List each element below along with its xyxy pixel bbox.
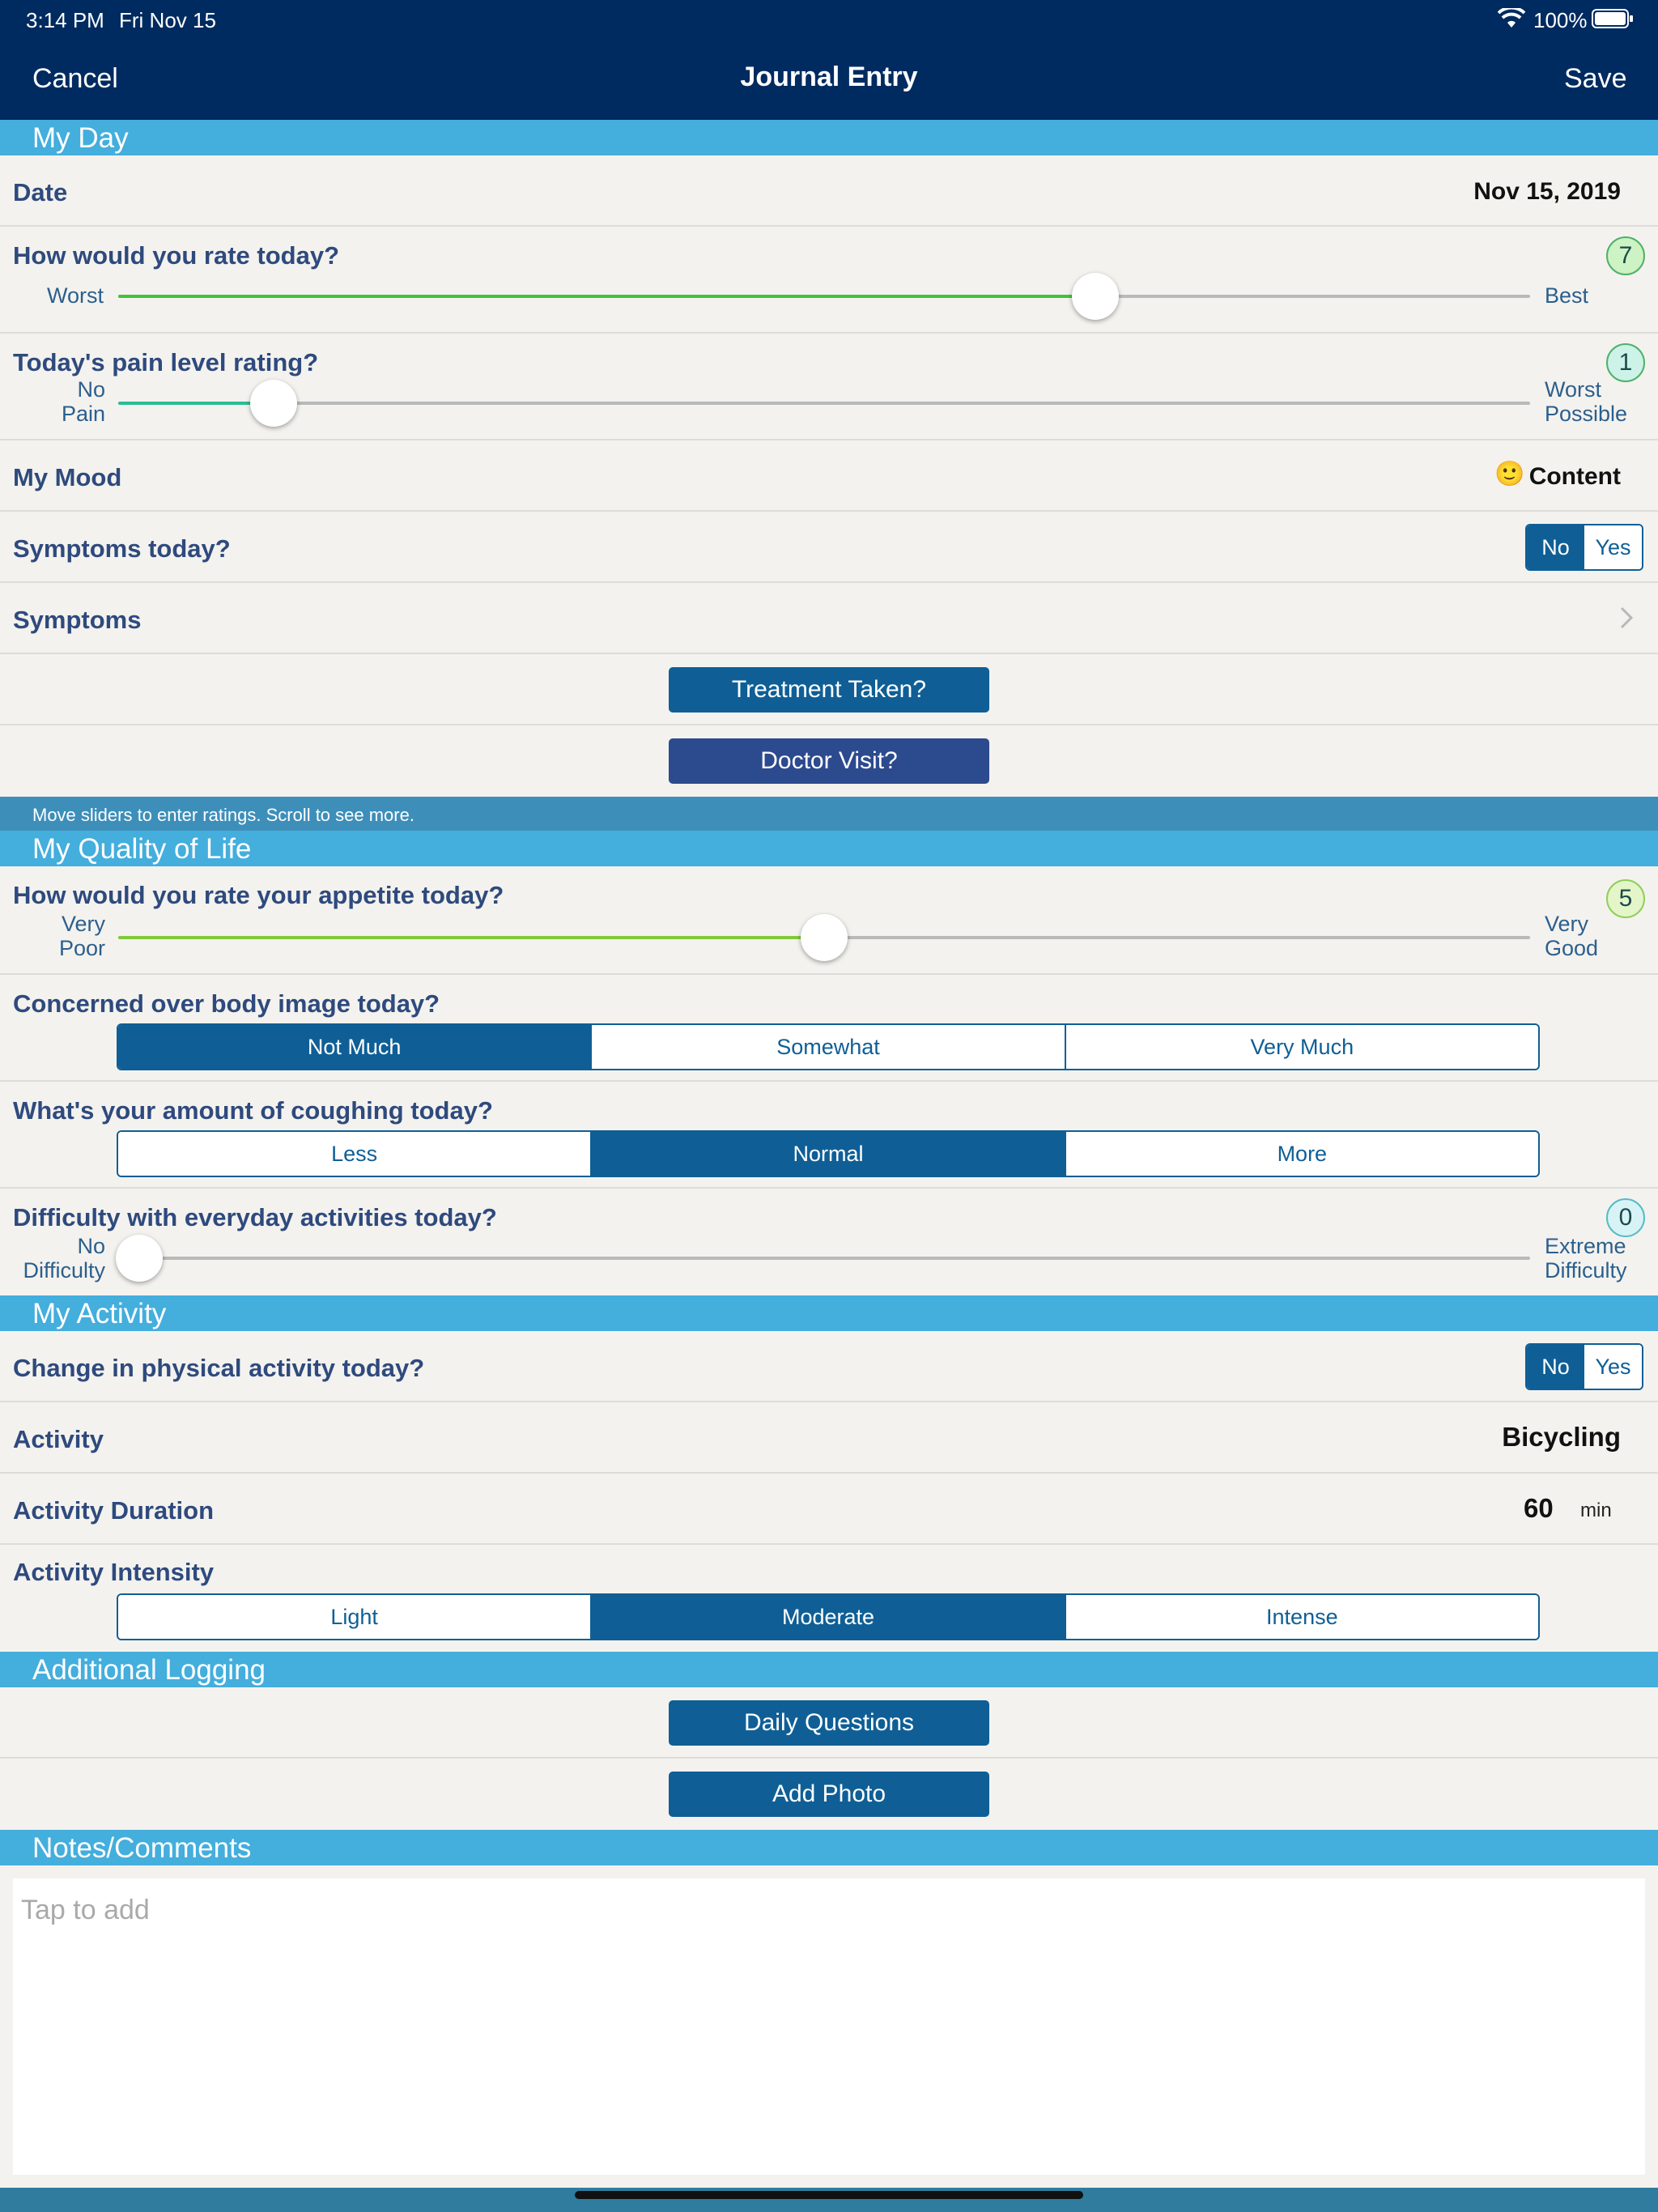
activity-duration-unit: min [1580, 1499, 1612, 1521]
everyday-activities-label: Difficulty with everyday activities today? [13, 1203, 497, 1231]
nav-bar [0, 39, 1658, 120]
date-row[interactable] [0, 155, 1658, 227]
body-image-label: Concerned over body image today? [13, 989, 440, 1018]
symptoms-no-option[interactable]: No [1527, 525, 1584, 569]
coughing-option-normal[interactable]: Normal [592, 1132, 1065, 1176]
change-physical-activity-label: Change in physical activity today? [13, 1354, 425, 1382]
activity-duration-value[interactable]: 60 [1524, 1493, 1554, 1523]
intensity-option-intense[interactable]: Intense [1066, 1595, 1538, 1639]
pain-min-label-1: No [77, 377, 105, 402]
doctor-row [0, 725, 1658, 797]
mood-row[interactable] [0, 440, 1658, 512]
appetite-max-label-2: Good [1545, 936, 1599, 960]
section-title: My Activity [32, 1298, 167, 1329]
body-image-option-somewhat[interactable]: Somewhat [592, 1025, 1065, 1069]
rate-today-label: How would you rate today? [13, 241, 340, 270]
symptoms-today-toggle [1525, 524, 1643, 571]
home-indicator[interactable] [575, 2191, 1083, 2199]
daily-questions-row [0, 1687, 1658, 1759]
activity-intensity-segmented-control [117, 1593, 1540, 1640]
status-bar [0, 0, 1658, 39]
intensity-option-moderate[interactable]: Moderate [592, 1595, 1065, 1639]
cancel-button[interactable]: Cancel [32, 63, 118, 94]
status-time: 3:14 PM [26, 8, 104, 32]
section-header-my-activity [0, 1295, 1658, 1331]
activity-intensity-label: Activity Intensity [13, 1558, 215, 1586]
body-image-row [0, 975, 1658, 1082]
smile-emoji-icon: 🙂 [1494, 461, 1525, 487]
coughing-label: What's your amount of coughing today? [13, 1096, 493, 1125]
daily-questions-button[interactable]: Daily Questions [669, 1700, 989, 1746]
pain-max-label-1: Worst [1545, 377, 1602, 402]
rate-today-max-label: Best [1545, 283, 1589, 308]
section-header-additional-logging [0, 1652, 1658, 1687]
symptoms-yes-option[interactable]: Yes [1584, 525, 1642, 569]
physical-yes-option[interactable]: Yes [1584, 1345, 1642, 1389]
section-title: Additional Logging [32, 1654, 266, 1686]
appetite-row [0, 866, 1658, 975]
treatment-row [0, 654, 1658, 725]
appetite-slider-fill [118, 936, 824, 939]
coughing-option-less[interactable]: Less [118, 1132, 592, 1176]
coughing-segmented-control [117, 1130, 1540, 1177]
appetite-slider-track[interactable] [118, 936, 1530, 939]
pain-min-label-2: Pain [61, 402, 105, 426]
pain-level-slider-track[interactable] [118, 402, 1530, 405]
page-title: Journal Entry [740, 62, 918, 92]
symptoms-label: Symptoms [13, 606, 142, 634]
appetite-min-label-2: Poor [58, 936, 105, 960]
chevron-right-icon [1619, 606, 1634, 634]
activity-duration-row[interactable] [0, 1474, 1658, 1545]
section-header-my-day [0, 120, 1658, 155]
pain-level-label: Today's pain level rating? [13, 348, 319, 376]
rate-today-min-label: Worst [47, 283, 104, 308]
coughing-option-more[interactable]: More [1066, 1132, 1538, 1176]
everyday-max-label-1: Extreme [1545, 1234, 1626, 1258]
pain-max-label-2: Possible [1545, 402, 1628, 426]
mood-label: My Mood [13, 463, 122, 491]
pain-level-row [0, 334, 1658, 440]
intensity-option-light[interactable]: Light [118, 1595, 592, 1639]
appetite-max-label-1: Very [1545, 912, 1589, 936]
everyday-min-label-2: Difficulty [23, 1258, 105, 1283]
date-label: Date [13, 178, 68, 206]
pain-level-value-badge: 1 [1606, 343, 1645, 382]
section-title: Notes/Comments [32, 1832, 252, 1864]
appetite-value-badge: 5 [1606, 879, 1645, 918]
symptoms-row[interactable] [0, 583, 1658, 654]
treatment-taken-button[interactable]: Treatment Taken? [669, 667, 989, 713]
everyday-activities-value-badge: 0 [1606, 1198, 1645, 1237]
change-physical-activity-toggle [1525, 1343, 1643, 1390]
symptoms-today-label: Symptoms today? [13, 534, 231, 563]
section-title: My Quality of Life [32, 833, 252, 865]
activity-duration-label: Activity Duration [13, 1496, 215, 1525]
physical-no-option[interactable]: No [1527, 1345, 1584, 1389]
section-header-notes [0, 1830, 1658, 1865]
hint-text: Move sliders to enter ratings. Scroll to see more. [32, 805, 414, 825]
status-date: Fri Nov 15 [119, 8, 216, 32]
symptoms-today-row [0, 512, 1658, 583]
appetite-min-label-1: Very [61, 912, 105, 936]
body-image-option-very-much[interactable]: Very Much [1066, 1025, 1538, 1069]
everyday-min-label-1: No [77, 1234, 105, 1258]
body-image-option-not-much[interactable]: Not Much [118, 1025, 592, 1069]
section-header-quality-of-life [0, 831, 1658, 866]
mood-value[interactable]: Content [1528, 463, 1621, 490]
date-value[interactable]: Nov 15, 2019 [1473, 178, 1621, 205]
rate-today-slider-track[interactable] [118, 295, 1530, 298]
appetite-slider-thumb[interactable] [801, 914, 848, 961]
hint-banner [0, 797, 1658, 831]
doctor-visit-button[interactable]: Doctor Visit? [669, 738, 989, 784]
everyday-activities-slider-track[interactable] [139, 1257, 1530, 1260]
pain-level-slider-thumb[interactable] [250, 380, 297, 427]
add-photo-button[interactable]: Add Photo [669, 1772, 989, 1817]
notes-placeholder: Tap to add [21, 1895, 150, 1925]
appetite-label: How would you rate your appetite today? [13, 881, 504, 909]
activity-row[interactable] [0, 1402, 1658, 1474]
body-image-segmented-control [117, 1023, 1540, 1070]
rate-today-slider-thumb[interactable] [1072, 273, 1119, 320]
battery-icon [1592, 8, 1634, 33]
wifi-icon [1498, 8, 1525, 33]
notes-textarea[interactable] [13, 1878, 1645, 2175]
coughing-row [0, 1082, 1658, 1189]
rate-today-slider-fill [118, 295, 1095, 298]
everyday-max-label-2: Difficulty [1545, 1258, 1627, 1283]
rate-today-row [0, 227, 1658, 334]
activity-intensity-row [0, 1545, 1658, 1652]
section-title: My Day [32, 122, 129, 154]
everyday-activities-slider-thumb[interactable] [116, 1235, 163, 1282]
save-button[interactable]: Save [1564, 63, 1627, 94]
rate-today-value-badge: 7 [1606, 236, 1645, 275]
battery-percent: 100% [1533, 8, 1588, 32]
add-photo-row [0, 1759, 1658, 1830]
everyday-activities-row [0, 1189, 1658, 1295]
change-physical-activity-row [0, 1331, 1658, 1402]
activity-value[interactable]: Bicycling [1502, 1422, 1621, 1452]
activity-label: Activity [13, 1425, 104, 1453]
